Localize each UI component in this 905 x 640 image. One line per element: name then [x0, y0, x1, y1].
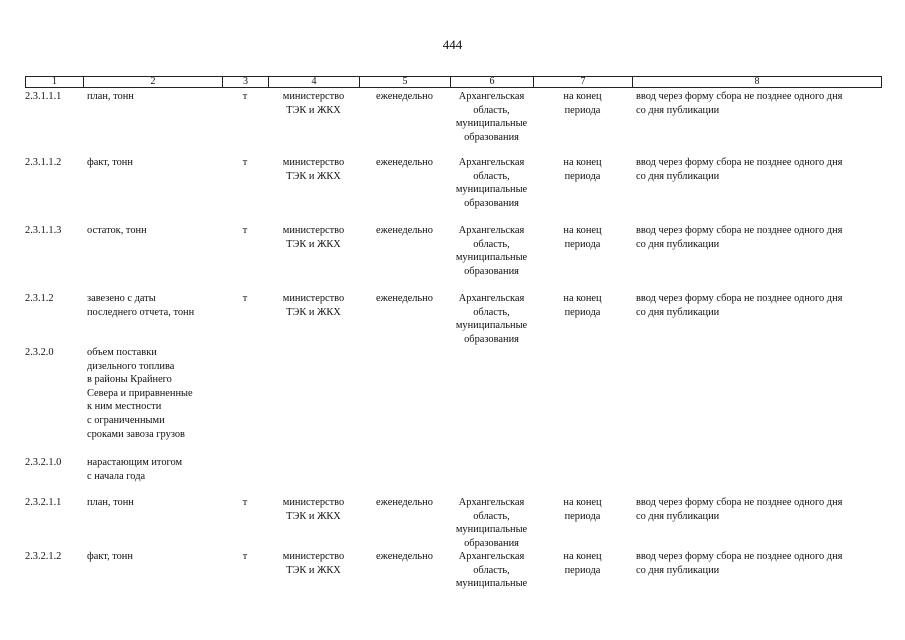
row-unit: т: [242, 91, 248, 102]
row-territory: Архангельская область, муниципальные образования: [455, 293, 528, 345]
row-unit: т: [242, 157, 248, 168]
row-period: на конец периода: [563, 551, 602, 576]
row-responsible: министерство ТЭК и ЖКХ: [282, 551, 345, 576]
column-header-7: 7: [534, 77, 633, 87]
row-code: 2.3.2.1.0: [25, 457, 62, 468]
row-code: 2.3.1.2: [25, 293, 54, 304]
row-method: ввод через форму сбора не позднее одного дня со дня публикации: [636, 497, 843, 522]
row-frequency: еженедельно: [376, 157, 433, 168]
row-frequency: еженедельно: [376, 293, 433, 304]
row-frequency: еженедельно: [376, 551, 433, 562]
column-header-3: 3: [223, 77, 269, 87]
row-method: ввод через форму сбора не позднее одного дня со дня публикации: [636, 551, 843, 576]
column-header-8: 8: [754, 76, 760, 87]
column-header-6: 6: [451, 77, 534, 87]
row-period: на конец периода: [563, 497, 602, 522]
row-method: ввод через форму сбора не позднее одного дня со дня публикации: [636, 225, 843, 250]
row-code: 2.3.2.1.2: [25, 551, 62, 562]
row-name: нарастающим итогом с начала года: [87, 457, 183, 482]
row-code: 2.3.2.1.1: [25, 497, 62, 508]
row-frequency: еженедельно: [376, 497, 433, 508]
row-code: 2.3.1.1.3: [25, 225, 62, 236]
row-responsible: министерство ТЭК и ЖКХ: [282, 225, 345, 250]
row-unit: т: [242, 551, 248, 562]
row-frequency: еженедельно: [376, 225, 433, 236]
row-responsible: министерство ТЭК и ЖКХ: [282, 157, 345, 182]
row-name: остаток, тонн: [87, 225, 147, 236]
row-period: на конец периода: [563, 157, 602, 182]
row-territory: Архангельская область, муниципальные образования: [455, 497, 528, 549]
row-responsible: министерство ТЭК и ЖКХ: [282, 497, 345, 522]
row-code: 2.3.2.0: [25, 347, 54, 358]
row-unit: т: [242, 225, 248, 236]
row-name: план, тонн: [87, 91, 134, 102]
row-name: объем поставки дизельного топлива в районы Крайнего Севера и приравненные к ним местности с ограниченными сроками завоза грузов: [87, 347, 193, 440]
row-responsible: министерство ТЭК и ЖКХ: [282, 293, 345, 318]
row-code: 2.3.1.1.2: [25, 157, 62, 168]
row-territory: Архангельская область, муниципальные образования: [455, 157, 528, 209]
row-name: факт, тонн: [87, 551, 133, 562]
row-territory: Архангельская область, муниципальные: [455, 551, 528, 590]
row-period: на конец периода: [563, 91, 602, 116]
column-header-5: 5: [360, 77, 451, 87]
row-name: план, тонн: [87, 497, 134, 508]
row-name: факт, тонн: [87, 157, 133, 168]
row-method: ввод через форму сбора не позднее одного дня со дня публикации: [636, 293, 843, 318]
row-unit: т: [242, 497, 248, 508]
row-responsible: министерство ТЭК и ЖКХ: [282, 91, 345, 116]
page-number: 444: [442, 37, 463, 52]
column-number-header: [25, 76, 882, 88]
column-header-1: 1: [26, 77, 84, 87]
row-territory: Архангельская область, муниципальные образования: [455, 225, 528, 277]
row-period: на конец периода: [563, 225, 602, 250]
column-header-2: 2: [84, 77, 223, 87]
row-territory: Архангельская область, муниципальные образования: [455, 91, 528, 143]
row-frequency: еженедельно: [376, 91, 433, 102]
row-unit: т: [242, 293, 248, 304]
row-period: на конец периода: [563, 293, 602, 318]
row-code: 2.3.1.1.1: [25, 91, 62, 102]
column-header-4: 4: [269, 77, 360, 87]
row-method: ввод через форму сбора не позднее одного дня со дня публикации: [636, 91, 843, 116]
row-method: ввод через форму сбора не позднее одного дня со дня публикации: [636, 157, 843, 182]
row-name: завезено с даты последнего отчета, тонн: [87, 293, 195, 318]
